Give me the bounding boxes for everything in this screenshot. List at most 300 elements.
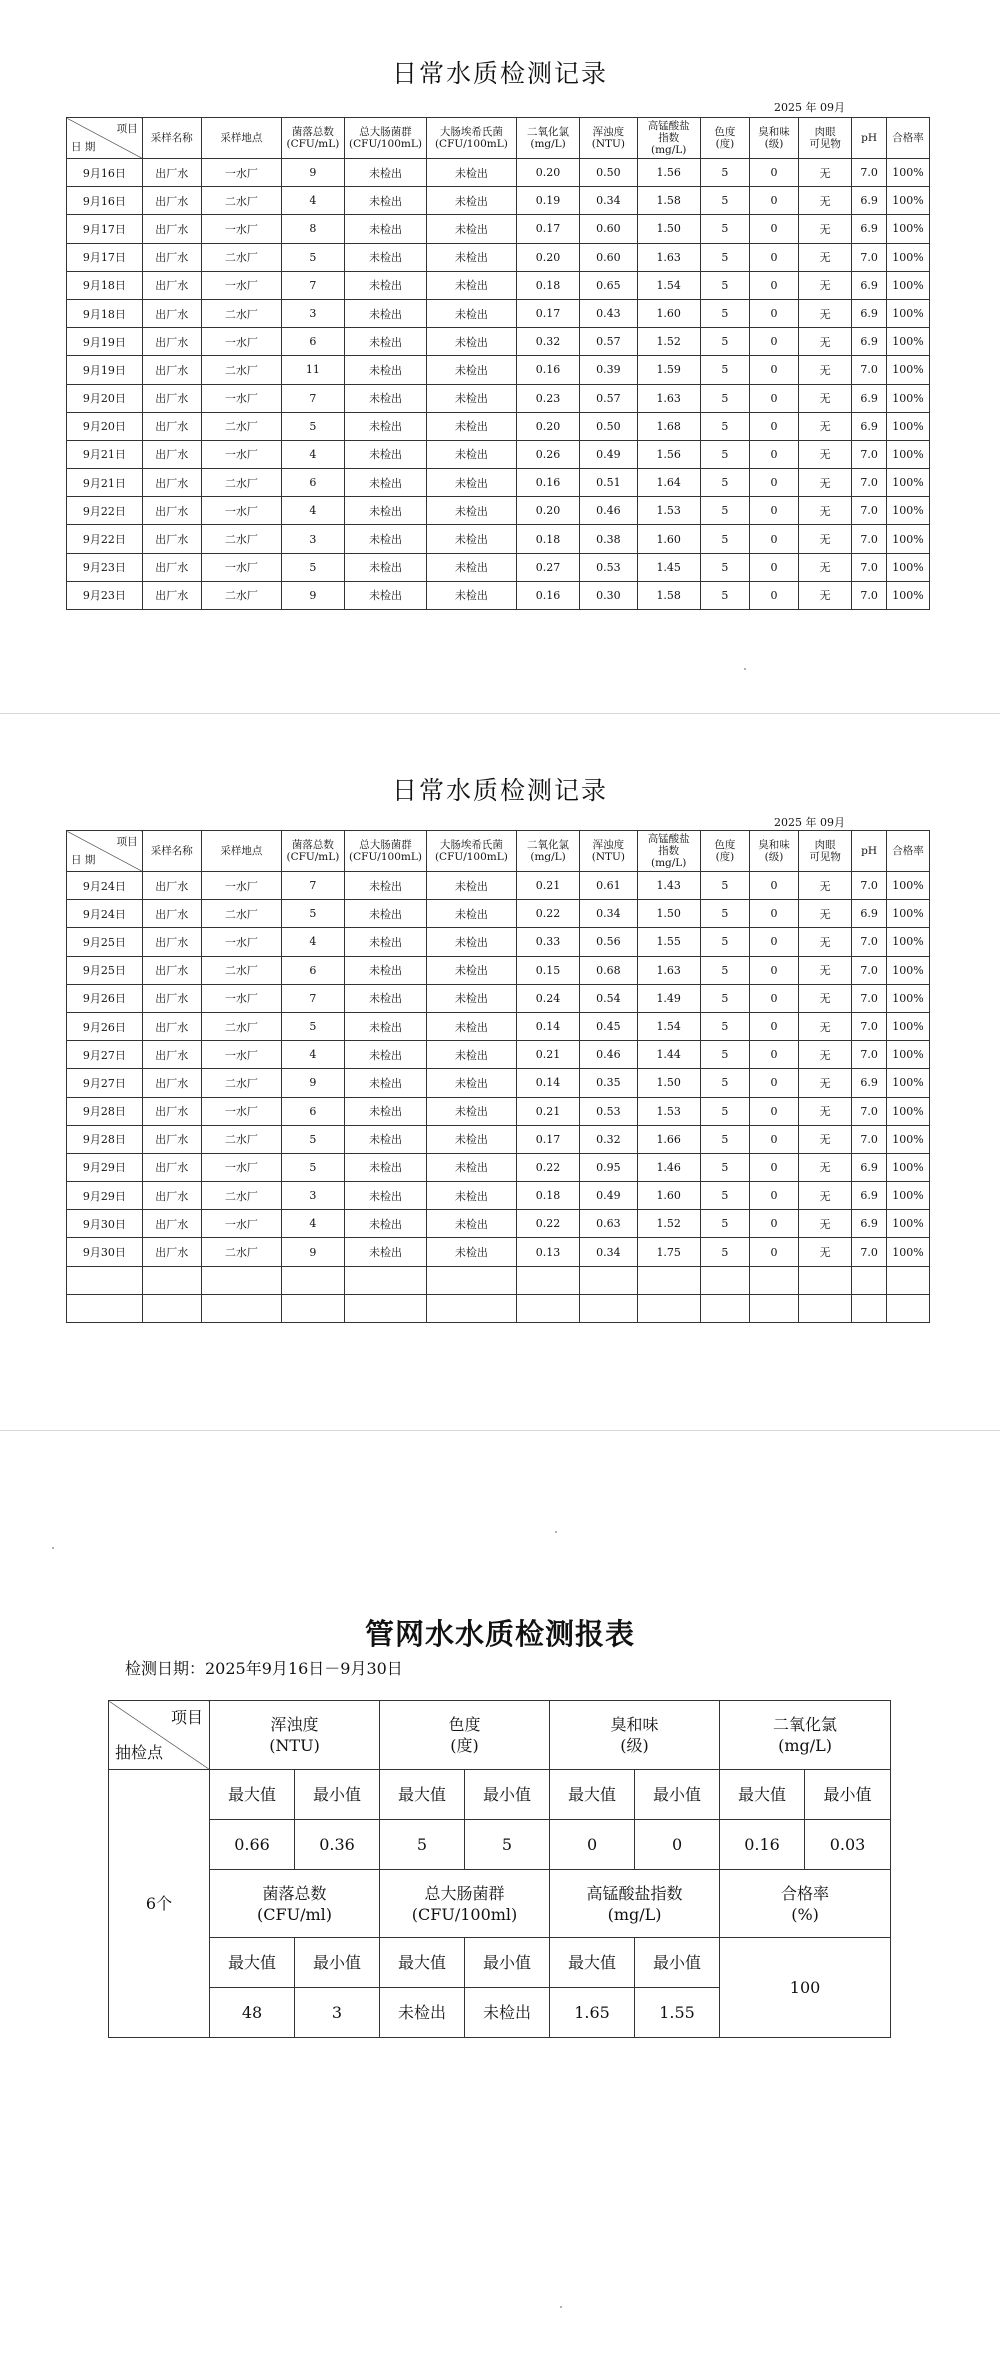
ecoli-cell: 未检出 xyxy=(426,956,516,984)
table-row xyxy=(67,299,930,327)
pass-rate-cell: 100% xyxy=(886,1097,929,1125)
turbidity-cell: 0.32 xyxy=(580,1125,637,1153)
chlorine-dioxide-cell: 0.20 xyxy=(516,497,579,525)
colony-count-cell: 9 xyxy=(281,1069,344,1097)
chroma-cell: 5 xyxy=(700,384,749,412)
odor-cell: 0 xyxy=(749,299,798,327)
table-row xyxy=(67,215,930,243)
min-value: 0 xyxy=(635,1820,720,1870)
visible-matter-cell: 无 xyxy=(799,1238,852,1266)
colony-count-cell: 8 xyxy=(281,215,344,243)
colony-count-cell: 4 xyxy=(281,1210,344,1238)
sample-name-cell: 出厂水 xyxy=(142,1069,201,1097)
column-header: pH xyxy=(852,831,887,872)
sample-name-cell: 出厂水 xyxy=(142,1041,201,1069)
turbidity-cell: 0.50 xyxy=(580,412,637,440)
chroma-cell: 5 xyxy=(700,356,749,384)
ecoli-cell: 未检出 xyxy=(426,1182,516,1210)
sample-name-cell: 出厂水 xyxy=(142,1153,201,1181)
max-label: 最大值 xyxy=(380,1938,465,1988)
chlorine-dioxide-cell: 0.14 xyxy=(516,1012,579,1040)
min-value: 1.55 xyxy=(635,1988,720,2038)
min-value: 0.36 xyxy=(295,1820,380,1870)
pass-rate-cell: 100% xyxy=(886,1182,929,1210)
permanganate-cell: 1.60 xyxy=(637,525,700,553)
ecoli-cell: 未检出 xyxy=(426,900,516,928)
colony-count-cell: 5 xyxy=(281,1153,344,1181)
visible-matter-cell: 无 xyxy=(799,581,852,609)
column-header: 高锰酸盐 指数 (mg/L) xyxy=(637,831,700,872)
chroma-cell: 5 xyxy=(700,243,749,271)
chlorine-dioxide-cell: 0.18 xyxy=(516,525,579,553)
colony-count-cell: 5 xyxy=(281,900,344,928)
coliform-cell: 未检出 xyxy=(345,525,427,553)
colony-count-cell: 7 xyxy=(281,271,344,299)
chroma-cell: 5 xyxy=(700,1012,749,1040)
sample-site-cell: 一水厂 xyxy=(201,1097,281,1125)
coliform-cell: 未检出 xyxy=(345,1097,427,1125)
turbidity-cell: 0.65 xyxy=(580,271,637,299)
ecoli-cell: 未检出 xyxy=(426,1125,516,1153)
colony-count-cell: 3 xyxy=(281,299,344,327)
max-label: 最大值 xyxy=(210,1770,295,1820)
sample-site-cell: 二水厂 xyxy=(201,1069,281,1097)
ph-cell: 6.9 xyxy=(852,215,887,243)
table-row xyxy=(67,328,930,356)
permanganate-cell: 1.75 xyxy=(637,1238,700,1266)
odor-cell: 0 xyxy=(749,1125,798,1153)
min-label: 最小值 xyxy=(635,1770,720,1820)
column-header: 菌落总数 (CFU/mL) xyxy=(281,831,344,872)
sample-name-cell: 出厂水 xyxy=(142,159,201,187)
permanganate-cell: 1.63 xyxy=(637,384,700,412)
sample-name-cell: 出厂水 xyxy=(142,328,201,356)
table-row xyxy=(67,1182,930,1210)
colony-count-cell: 6 xyxy=(281,1097,344,1125)
ph-cell: 7.0 xyxy=(852,1125,887,1153)
report-title: 管网水水质检测报表 xyxy=(364,1617,635,1651)
coliform-cell: 未检出 xyxy=(345,581,427,609)
sample-name-cell: 出厂水 xyxy=(142,1012,201,1040)
coliform-cell: 未检出 xyxy=(345,984,427,1012)
chroma-cell: 5 xyxy=(700,271,749,299)
column-header: 肉眼 可见物 xyxy=(799,831,852,872)
chlorine-dioxide-cell: 0.22 xyxy=(516,900,579,928)
pass-rate-cell: 100% xyxy=(886,440,929,468)
permanganate-cell: 1.60 xyxy=(637,1182,700,1210)
permanganate-cell xyxy=(637,1266,700,1294)
table-row xyxy=(67,525,930,553)
visible-matter-cell: 无 xyxy=(799,1125,852,1153)
odor-cell: 0 xyxy=(749,243,798,271)
turbidity-cell: 0.30 xyxy=(580,581,637,609)
ecoli-cell: 未检出 xyxy=(426,1153,516,1181)
sample-name-cell: 出厂水 xyxy=(142,1097,201,1125)
pass-rate-cell: 100% xyxy=(886,525,929,553)
turbidity-cell: 0.56 xyxy=(580,928,637,956)
odor-cell: 0 xyxy=(749,1238,798,1266)
chroma-cell: 5 xyxy=(700,412,749,440)
sample-name-cell: 出厂水 xyxy=(142,1210,201,1238)
table-row xyxy=(67,1097,930,1125)
sample-name-cell xyxy=(142,1266,201,1294)
colony-count-cell: 4 xyxy=(281,440,344,468)
sample-site-cell: 二水厂 xyxy=(201,243,281,271)
chlorine-dioxide-cell: 0.33 xyxy=(516,928,579,956)
sample-site-cell: 二水厂 xyxy=(201,581,281,609)
ph-cell: 6.9 xyxy=(852,1182,887,1210)
chlorine-dioxide-cell: 0.13 xyxy=(516,1238,579,1266)
date-cell: 9月30日 xyxy=(67,1210,143,1238)
coliform-cell xyxy=(345,1266,427,1294)
pass-rate-cell: 100% xyxy=(886,299,929,327)
chroma-cell: 5 xyxy=(700,956,749,984)
chroma-cell: 5 xyxy=(700,1153,749,1181)
chlorine-dioxide-cell: 0.20 xyxy=(516,159,579,187)
permanganate-cell: 1.66 xyxy=(637,1125,700,1153)
turbidity-cell: 0.54 xyxy=(580,984,637,1012)
min-value: 3 xyxy=(295,1988,380,2038)
colony-count-cell: 4 xyxy=(281,928,344,956)
ecoli-cell: 未检出 xyxy=(426,440,516,468)
permanganate-cell: 1.59 xyxy=(637,356,700,384)
date-cell: 9月19日 xyxy=(67,356,143,384)
coliform-cell: 未检出 xyxy=(345,384,427,412)
sample-name-cell: 出厂水 xyxy=(142,900,201,928)
pass-rate-cell: 100% xyxy=(886,1125,929,1153)
colony-count-cell: 9 xyxy=(281,1238,344,1266)
log-month: 2025 年 09月 xyxy=(774,816,845,829)
diag-bottom-label: 抽检点 xyxy=(115,1743,164,1762)
date-cell: 9月18日 xyxy=(67,271,143,299)
sample-name-cell: 出厂水 xyxy=(142,1125,201,1153)
diag-bottom-label: 日 期 xyxy=(71,854,96,866)
sample-site-cell: 二水厂 xyxy=(201,900,281,928)
chlorine-dioxide-cell: 0.27 xyxy=(516,553,579,581)
date-cell: 9月29日 xyxy=(67,1153,143,1181)
odor-cell: 0 xyxy=(749,872,798,900)
visible-matter-cell: 无 xyxy=(799,356,852,384)
visible-matter-cell: 无 xyxy=(799,1210,852,1238)
sample-site-cell: 一水厂 xyxy=(201,1153,281,1181)
visible-matter-cell: 无 xyxy=(799,1041,852,1069)
sample-count: 6个 xyxy=(109,1770,210,2038)
colony-count-cell xyxy=(281,1294,344,1322)
max-label: 最大值 xyxy=(550,1938,635,1988)
pass-rate-cell: 100% xyxy=(886,412,929,440)
chroma-cell: 5 xyxy=(700,1238,749,1266)
sample-site-cell: 一水厂 xyxy=(201,328,281,356)
colony-count-cell: 6 xyxy=(281,956,344,984)
min-value: 未检出 xyxy=(465,1988,550,2038)
coliform-cell: 未检出 xyxy=(345,271,427,299)
ph-cell: 7.0 xyxy=(852,1097,887,1125)
chroma-cell: 5 xyxy=(700,900,749,928)
sample-site-cell: 二水厂 xyxy=(201,1125,281,1153)
min-label: 最小值 xyxy=(465,1770,550,1820)
ph-cell: 7.0 xyxy=(852,928,887,956)
coliform-cell: 未检出 xyxy=(345,469,427,497)
sample-name-cell: 出厂水 xyxy=(142,1238,201,1266)
turbidity-cell: 0.43 xyxy=(580,299,637,327)
column-header: 臭和味 (级) xyxy=(749,118,798,159)
turbidity-cell: 0.46 xyxy=(580,1041,637,1069)
odor-cell: 0 xyxy=(749,553,798,581)
column-header: 大肠埃希氏菌 (CFU/100mL) xyxy=(426,831,516,872)
coliform-cell: 未检出 xyxy=(345,215,427,243)
chlorine-dioxide-cell xyxy=(516,1266,579,1294)
permanganate-cell: 1.63 xyxy=(637,243,700,271)
log-month: 2025 年 09月 xyxy=(774,101,845,114)
odor-cell: 0 xyxy=(749,1153,798,1181)
table-row xyxy=(67,1069,930,1097)
sample-name-cell: 出厂水 xyxy=(142,412,201,440)
chroma-cell: 5 xyxy=(700,1182,749,1210)
colony-count-cell: 5 xyxy=(281,553,344,581)
sample-site-cell: 一水厂 xyxy=(201,928,281,956)
chroma-cell: 5 xyxy=(700,328,749,356)
column-header: 总大肠菌群 (CFU/100mL) xyxy=(345,831,427,872)
ecoli-cell: 未检出 xyxy=(426,271,516,299)
visible-matter-cell xyxy=(799,1294,852,1322)
turbidity-cell: 0.61 xyxy=(580,872,637,900)
colony-count-cell: 9 xyxy=(281,159,344,187)
permanganate-cell: 1.50 xyxy=(637,1069,700,1097)
pass-rate-cell: 100% xyxy=(886,1069,929,1097)
odor-cell: 0 xyxy=(749,581,798,609)
sample-site-cell: 二水厂 xyxy=(201,412,281,440)
coliform-cell: 未检出 xyxy=(345,187,427,215)
table-row xyxy=(67,956,930,984)
page-separator xyxy=(0,713,1000,714)
chroma-cell: 5 xyxy=(700,525,749,553)
visible-matter-cell: 无 xyxy=(799,928,852,956)
ph-cell: 6.9 xyxy=(852,1069,887,1097)
sample-site-cell: 一水厂 xyxy=(201,872,281,900)
scan-speck xyxy=(744,668,746,670)
sample-name-cell: 出厂水 xyxy=(142,497,201,525)
param-header: 二氧化氯 (mg/L) xyxy=(720,1701,891,1770)
sample-name-cell: 出厂水 xyxy=(142,187,201,215)
chlorine-dioxide-cell: 0.17 xyxy=(516,215,579,243)
coliform-cell: 未检出 xyxy=(345,928,427,956)
date-cell: 9月22日 xyxy=(67,497,143,525)
permanganate-cell: 1.54 xyxy=(637,271,700,299)
min-value: 0.03 xyxy=(805,1820,891,1870)
turbidity-cell: 0.53 xyxy=(580,553,637,581)
pass-rate-cell: 100% xyxy=(886,581,929,609)
visible-matter-cell: 无 xyxy=(799,412,852,440)
colony-count-cell: 5 xyxy=(281,243,344,271)
table-row xyxy=(67,872,930,900)
sample-name-cell: 出厂水 xyxy=(142,469,201,497)
odor-cell: 0 xyxy=(749,440,798,468)
visible-matter-cell: 无 xyxy=(799,215,852,243)
coliform-cell: 未检出 xyxy=(345,328,427,356)
turbidity-cell: 0.50 xyxy=(580,159,637,187)
report-diagonal-header xyxy=(109,1701,210,1770)
table-row xyxy=(67,1294,930,1322)
colony-count-cell: 4 xyxy=(281,187,344,215)
coliform-cell: 未检出 xyxy=(345,440,427,468)
pass-rate-cell: 100% xyxy=(886,243,929,271)
sample-site-cell: 一水厂 xyxy=(201,497,281,525)
ecoli-cell: 未检出 xyxy=(426,553,516,581)
sample-site-cell: 二水厂 xyxy=(201,956,281,984)
ecoli-cell: 未检出 xyxy=(426,243,516,271)
colony-count-cell: 3 xyxy=(281,1182,344,1210)
ecoli-cell: 未检出 xyxy=(426,384,516,412)
ph-cell xyxy=(852,1294,887,1322)
visible-matter-cell: 无 xyxy=(799,984,852,1012)
date-cell: 9月28日 xyxy=(67,1097,143,1125)
pass-rate-cell: 100% xyxy=(886,984,929,1012)
log-table xyxy=(66,117,930,610)
colony-count-cell: 4 xyxy=(281,497,344,525)
sample-site-cell xyxy=(201,1294,281,1322)
colony-count-cell: 11 xyxy=(281,356,344,384)
pass-rate-cell: 100% xyxy=(886,159,929,187)
odor-cell: 0 xyxy=(749,1012,798,1040)
visible-matter-cell: 无 xyxy=(799,328,852,356)
visible-matter-cell xyxy=(799,1266,852,1294)
table-row xyxy=(67,187,930,215)
date-cell: 9月28日 xyxy=(67,1125,143,1153)
column-header: 浑浊度 (NTU) xyxy=(580,831,637,872)
diag-top-label: 项目 xyxy=(170,1708,203,1727)
page-separator xyxy=(0,1430,1000,1431)
chroma-cell: 5 xyxy=(700,299,749,327)
chroma-cell: 5 xyxy=(700,581,749,609)
pass-rate-cell: 100% xyxy=(886,1041,929,1069)
sample-name-cell: 出厂水 xyxy=(142,553,201,581)
param-header: 总大肠菌群 (CFU/100ml) xyxy=(380,1870,550,1938)
turbidity-cell xyxy=(580,1266,637,1294)
min-label: 最小值 xyxy=(635,1938,720,1988)
date-cell xyxy=(67,1266,143,1294)
chlorine-dioxide-cell: 0.26 xyxy=(516,440,579,468)
date-cell: 9月19日 xyxy=(67,328,143,356)
pass-rate-cell: 100% xyxy=(886,497,929,525)
chlorine-dioxide-cell: 0.16 xyxy=(516,581,579,609)
visible-matter-cell: 无 xyxy=(799,299,852,327)
ecoli-cell: 未检出 xyxy=(426,1210,516,1238)
turbidity-cell: 0.57 xyxy=(580,384,637,412)
column-header: 采样地点 xyxy=(201,831,281,872)
column-header: 臭和味 (级) xyxy=(749,831,798,872)
coliform-cell: 未检出 xyxy=(345,356,427,384)
chlorine-dioxide-cell: 0.20 xyxy=(516,243,579,271)
sample-name-cell: 出厂水 xyxy=(142,299,201,327)
permanganate-cell: 1.55 xyxy=(637,928,700,956)
diag-bottom-label: 日 期 xyxy=(71,141,96,153)
date-cell: 9月21日 xyxy=(67,469,143,497)
chlorine-dioxide-cell: 0.17 xyxy=(516,1125,579,1153)
pass-rate-cell xyxy=(886,1266,929,1294)
date-cell: 9月25日 xyxy=(67,956,143,984)
ph-cell: 7.0 xyxy=(852,553,887,581)
permanganate-cell: 1.46 xyxy=(637,1153,700,1181)
chlorine-dioxide-cell: 0.24 xyxy=(516,984,579,1012)
table-row xyxy=(67,469,930,497)
odor-cell xyxy=(749,1294,798,1322)
ph-cell xyxy=(852,1266,887,1294)
table-row xyxy=(67,1041,930,1069)
pass-rate-value: 100 xyxy=(720,1938,891,2038)
ph-cell: 7.0 xyxy=(852,440,887,468)
pass-rate-cell: 100% xyxy=(886,1210,929,1238)
ecoli-cell: 未检出 xyxy=(426,1069,516,1097)
ph-cell: 6.9 xyxy=(852,1153,887,1181)
ecoli-cell: 未检出 xyxy=(426,525,516,553)
permanganate-cell: 1.68 xyxy=(637,412,700,440)
min-label: 最小值 xyxy=(805,1770,891,1820)
colony-count-cell: 6 xyxy=(281,328,344,356)
date-cell: 9月21日 xyxy=(67,440,143,468)
table-row xyxy=(67,928,930,956)
sample-site-cell: 二水厂 xyxy=(201,299,281,327)
odor-cell: 0 xyxy=(749,328,798,356)
turbidity-cell: 0.49 xyxy=(580,1182,637,1210)
sample-site-cell: 二水厂 xyxy=(201,469,281,497)
visible-matter-cell: 无 xyxy=(799,553,852,581)
diagonal-header xyxy=(67,831,143,872)
column-header: 合格率 xyxy=(886,118,929,159)
table-row xyxy=(67,1238,930,1266)
permanganate-cell: 1.50 xyxy=(637,900,700,928)
sample-site-cell: 一水厂 xyxy=(201,1210,281,1238)
pass-rate-cell: 100% xyxy=(886,900,929,928)
coliform-cell: 未检出 xyxy=(345,159,427,187)
max-label: 最大值 xyxy=(720,1770,805,1820)
max-value: 未检出 xyxy=(380,1988,465,2038)
sample-site-cell: 一水厂 xyxy=(201,215,281,243)
ph-cell: 6.9 xyxy=(852,900,887,928)
log-title: 日常水质检测记录 xyxy=(391,59,608,88)
sample-site-cell: 一水厂 xyxy=(201,440,281,468)
column-header: 高锰酸盐 指数 (mg/L) xyxy=(637,118,700,159)
sample-site-cell: 一水厂 xyxy=(201,159,281,187)
chroma-cell: 5 xyxy=(700,1041,749,1069)
ecoli-cell: 未检出 xyxy=(426,412,516,440)
table-row xyxy=(67,271,930,299)
visible-matter-cell: 无 xyxy=(799,525,852,553)
table-row xyxy=(67,581,930,609)
sample-name-cell: 出厂水 xyxy=(142,271,201,299)
chroma-cell: 5 xyxy=(700,984,749,1012)
odor-cell: 0 xyxy=(749,215,798,243)
coliform-cell: 未检出 xyxy=(345,243,427,271)
turbidity-cell: 0.51 xyxy=(580,469,637,497)
permanganate-cell: 1.53 xyxy=(637,1097,700,1125)
turbidity-cell: 0.63 xyxy=(580,1210,637,1238)
date-cell: 9月23日 xyxy=(67,581,143,609)
pass-rate-cell: 100% xyxy=(886,328,929,356)
chlorine-dioxide-cell: 0.21 xyxy=(516,872,579,900)
column-header: 大肠埃希氏菌 (CFU/100mL) xyxy=(426,118,516,159)
ecoli-cell: 未检出 xyxy=(426,159,516,187)
visible-matter-cell: 无 xyxy=(799,1153,852,1181)
turbidity-cell: 0.45 xyxy=(580,1012,637,1040)
visible-matter-cell: 无 xyxy=(799,1097,852,1125)
coliform-cell: 未检出 xyxy=(345,497,427,525)
sample-name-cell xyxy=(142,1294,201,1322)
ecoli-cell: 未检出 xyxy=(426,984,516,1012)
date-cell: 9月17日 xyxy=(67,215,143,243)
log-table xyxy=(66,830,930,1323)
permanganate-cell: 1.52 xyxy=(637,328,700,356)
coliform-cell: 未检出 xyxy=(345,1210,427,1238)
